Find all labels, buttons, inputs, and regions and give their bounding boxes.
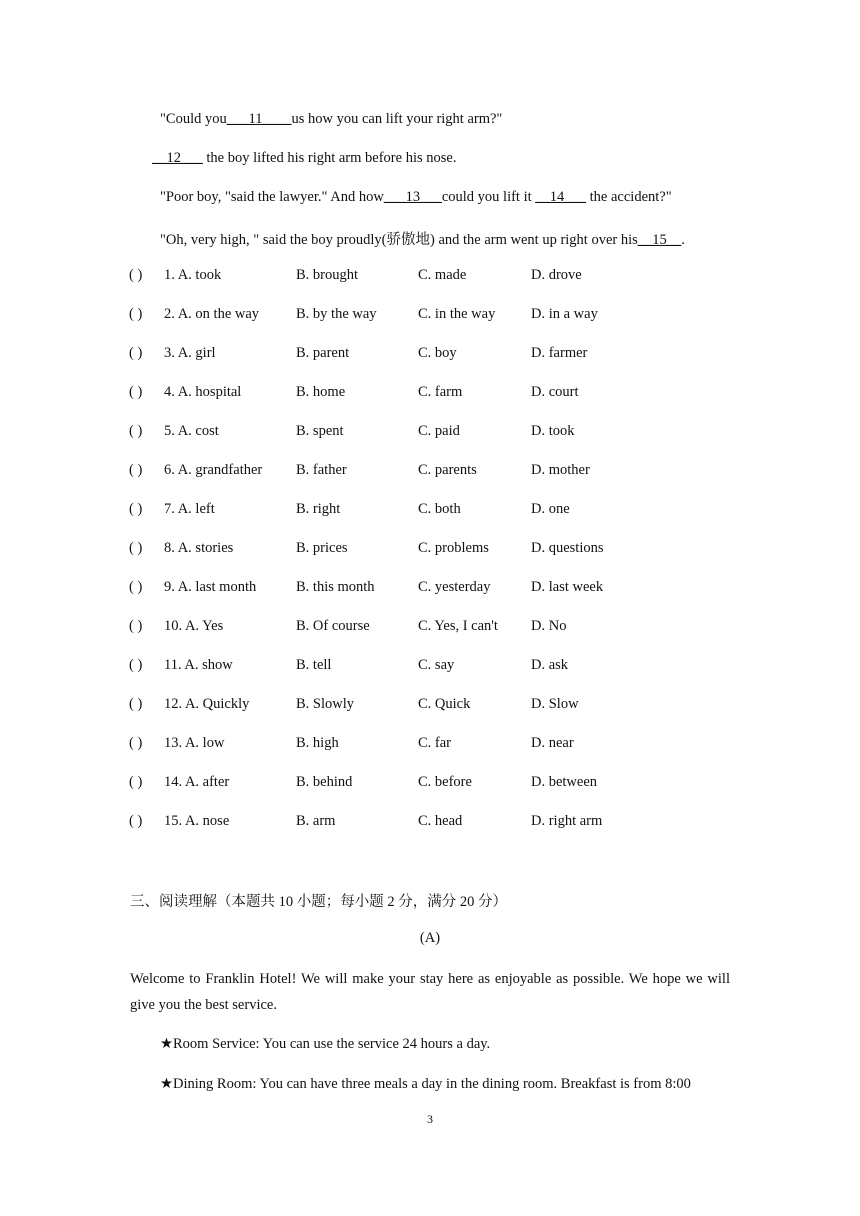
option-c: C. parents bbox=[418, 462, 477, 478]
option-d: D. near bbox=[531, 735, 574, 751]
question-row bbox=[129, 345, 749, 365]
option-c: C. made bbox=[418, 267, 467, 283]
option-d: D. questions bbox=[531, 540, 604, 556]
answer-blank: ( ) bbox=[129, 618, 143, 634]
blank-14: __14___ bbox=[535, 189, 587, 205]
answer-blank: ( ) bbox=[129, 813, 143, 829]
question-row bbox=[129, 735, 749, 755]
option-d: D. drove bbox=[531, 267, 582, 283]
option-c: C. say bbox=[418, 657, 455, 673]
answer-blank: ( ) bbox=[129, 735, 143, 751]
question-row bbox=[129, 462, 749, 482]
passage-line-13-14 bbox=[160, 189, 672, 206]
answer-blank: ( ) bbox=[129, 774, 143, 790]
option-c: C. farm bbox=[418, 384, 463, 400]
option-d: D. one bbox=[531, 501, 570, 517]
option-a: 14. A. after bbox=[164, 774, 230, 790]
dining-room-item: ★Dining Room: You can have three meals a day in the dining room. Breakfast is from 8:00 bbox=[160, 1076, 691, 1092]
option-d: D. farmer bbox=[531, 345, 588, 361]
question-row bbox=[129, 813, 749, 833]
option-b: B. father bbox=[296, 462, 347, 478]
room-service-item: ★Room Service: You can use the service 24 hours a day. bbox=[160, 1036, 491, 1052]
option-b: B. parent bbox=[296, 345, 350, 361]
text-segment: "Oh, very high, " said the boy proudly(骄傲地) and the arm went up right over his bbox=[160, 232, 638, 248]
option-b: B. prices bbox=[296, 540, 348, 556]
answer-blank: ( ) bbox=[129, 696, 143, 712]
question-row bbox=[129, 306, 749, 326]
option-d: D. last week bbox=[531, 579, 604, 595]
page-number: 3 bbox=[427, 1112, 433, 1126]
option-d: D. ask bbox=[531, 657, 569, 673]
option-a: 10. A. Yes bbox=[164, 618, 224, 634]
option-b: B. home bbox=[296, 384, 346, 400]
text-segment: . bbox=[681, 232, 685, 248]
answer-blank: ( ) bbox=[129, 462, 143, 478]
answer-blank: ( ) bbox=[129, 306, 143, 322]
text-segment: the accident?" bbox=[586, 189, 672, 205]
text-segment: could you lift it bbox=[441, 189, 536, 205]
option-a: 11. A. show bbox=[164, 657, 233, 673]
option-b: B. behind bbox=[296, 774, 353, 790]
blank-13: ___13___ bbox=[383, 189, 442, 205]
passage-line-12 bbox=[152, 150, 456, 167]
option-c: C. Yes, I can't bbox=[418, 618, 498, 634]
option-d: D. mother bbox=[531, 462, 590, 478]
question-row bbox=[129, 423, 749, 443]
option-c: C. problems bbox=[418, 540, 489, 556]
text-segment: "Poor boy, "said the lawyer." And how bbox=[160, 189, 384, 205]
answer-blank: ( ) bbox=[129, 384, 143, 400]
text-segment: us how you can lift your right arm?" bbox=[291, 111, 503, 127]
answer-blank: ( ) bbox=[129, 267, 143, 283]
option-d: D. Slow bbox=[531, 696, 579, 712]
answer-blank: ( ) bbox=[129, 579, 143, 595]
section-heading: 三、阅读理解（本题共 10 小题；每小题 2 分，满分 20 分） bbox=[130, 894, 507, 910]
option-c: C. in the way bbox=[418, 306, 496, 322]
option-b: B. spent bbox=[296, 423, 344, 439]
answer-blank: ( ) bbox=[129, 423, 143, 439]
option-d: D. court bbox=[531, 384, 579, 400]
option-d: D. in a way bbox=[531, 306, 598, 322]
answer-blank: ( ) bbox=[129, 501, 143, 517]
option-a: 6. A. grandfather bbox=[164, 462, 263, 478]
answer-blank: ( ) bbox=[129, 540, 143, 556]
option-a: 8. A. stories bbox=[164, 540, 234, 556]
option-b: B. by the way bbox=[296, 306, 377, 322]
option-a: 7. A. left bbox=[164, 501, 215, 517]
option-b: B. right bbox=[296, 501, 341, 517]
blank-12: __12___ bbox=[152, 150, 203, 166]
option-c: C. Quick bbox=[418, 696, 471, 712]
option-c: C. yesterday bbox=[418, 579, 491, 595]
option-c: C. far bbox=[418, 735, 452, 751]
option-b: B. arm bbox=[296, 813, 336, 829]
blank-15: __15__ bbox=[637, 232, 682, 248]
option-d: D. right arm bbox=[531, 813, 603, 829]
option-c: C. head bbox=[418, 813, 463, 829]
option-b: B. high bbox=[296, 735, 339, 751]
question-row bbox=[129, 774, 749, 794]
option-c: C. both bbox=[418, 501, 461, 517]
option-a: 4. A. hospital bbox=[164, 384, 242, 400]
blank-11: ___11____ bbox=[226, 111, 292, 127]
passage-line-11 bbox=[160, 111, 502, 128]
option-a: 15. A. nose bbox=[164, 813, 230, 829]
text-segment: "Could you bbox=[160, 111, 227, 127]
question-row bbox=[129, 384, 749, 404]
text-segment: the boy lifted his right arm before his nose. bbox=[202, 150, 457, 166]
option-d: D. took bbox=[531, 423, 575, 439]
option-a: 9. A. last month bbox=[164, 579, 257, 595]
option-a: 3. A. girl bbox=[164, 345, 216, 361]
option-b: B. this month bbox=[296, 579, 375, 595]
question-row bbox=[129, 579, 749, 599]
answer-blank: ( ) bbox=[129, 657, 143, 673]
option-d: D. No bbox=[531, 618, 567, 634]
option-a: 5. A. cost bbox=[164, 423, 219, 439]
passage-subheading: (A) bbox=[419, 930, 441, 946]
option-b: B. brought bbox=[296, 267, 359, 283]
option-d: D. between bbox=[531, 774, 598, 790]
option-b: B. tell bbox=[296, 657, 332, 673]
passage-line-15 bbox=[160, 228, 685, 249]
option-c: C. boy bbox=[418, 345, 457, 361]
question-row bbox=[129, 501, 749, 521]
question-row bbox=[129, 267, 749, 287]
option-a: 2. A. on the way bbox=[164, 306, 260, 322]
question-row bbox=[129, 540, 749, 560]
question-row bbox=[129, 696, 749, 716]
option-a: 13. A. low bbox=[164, 735, 225, 751]
option-a: 1. A. took bbox=[164, 267, 222, 283]
option-c: C. paid bbox=[418, 423, 460, 439]
option-b: B. Slowly bbox=[296, 696, 355, 712]
option-b: B. Of course bbox=[296, 618, 370, 634]
answer-blank: ( ) bbox=[129, 345, 143, 361]
option-a: 12. A. Quickly bbox=[164, 696, 250, 712]
question-row bbox=[129, 618, 749, 638]
intro-paragraph: Welcome to Franklin Hotel! We will make your stay here as enjoyable as possible. We hope we will give you the best service. bbox=[130, 971, 730, 1013]
option-c: C. before bbox=[418, 774, 472, 790]
question-row bbox=[129, 657, 749, 677]
